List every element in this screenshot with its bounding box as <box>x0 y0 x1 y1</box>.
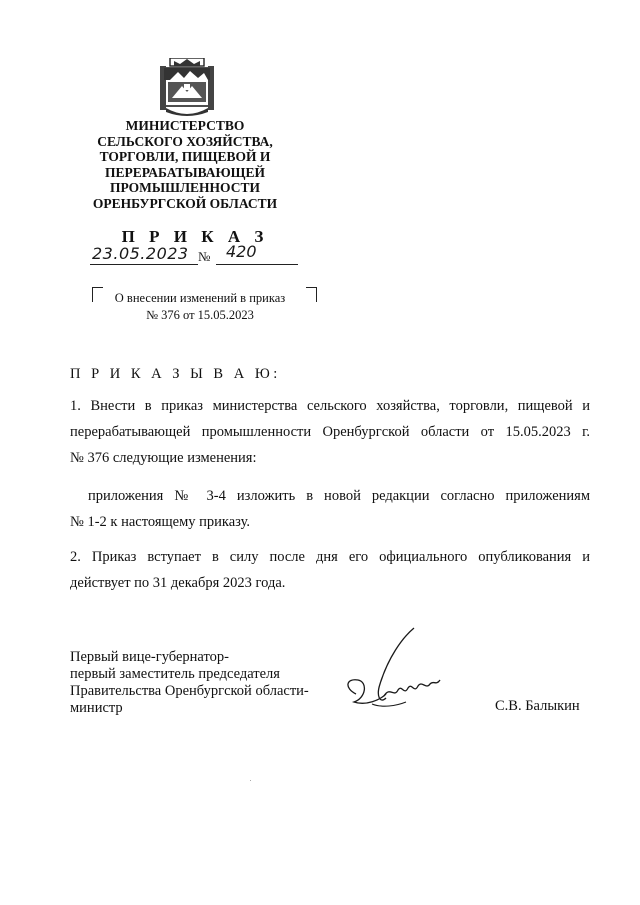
ministry-line: МИНИСТЕРСТВО <box>125 118 245 133</box>
paragraph-line: 2. Приказ вступает в силу после дня его официального опубликования и <box>70 549 590 565</box>
paragraph-line: 1. Внести в приказ министерства сельского хозяйства, торговли, пищевой и <box>70 398 590 414</box>
paragraph-2 <box>70 544 590 596</box>
signatory-line: первый заместитель председателя <box>70 666 280 682</box>
ministry-line: ТОРГОВЛИ, ПИЩЕВОЙ И <box>99 149 271 164</box>
signatory-line: Правительства Оренбургской области- <box>70 683 309 699</box>
signatory-line: министр <box>70 700 123 716</box>
paragraph-appendix <box>70 483 590 535</box>
ministry-line: ПРОМЫШЛЕННОСТИ <box>110 180 260 195</box>
ministry-line: ОРЕНБУРГСКОЙ ОБЛАСТИ <box>92 195 278 211</box>
paragraph-1 <box>70 393 590 471</box>
order-title: П Р И К А З <box>121 227 269 246</box>
paragraph-line: № 1-2 к настоящему приказу. <box>70 514 251 530</box>
signatory-line: Первый вице-губернатор- <box>70 649 229 665</box>
ministry-name <box>60 118 310 211</box>
paragraph-line: приложения № 3-4 изложить в новой редакции согласно приложениям <box>88 488 590 504</box>
paragraph-line: действует по 31 декабря 2023 года. <box>70 575 286 591</box>
number-sign: № <box>198 249 211 264</box>
subject-line: О внесении изменений в приказ <box>114 291 286 305</box>
coat-of-arms-icon <box>160 58 214 118</box>
signer-name: С.В. Балыкин <box>495 698 580 714</box>
ministry-line: ПЕРЕРАБАТЫВАЮЩЕЙ <box>104 164 266 180</box>
subject-bracket-right <box>306 287 317 302</box>
order-command: П Р И К А З Ы В А Ю: <box>70 366 281 382</box>
handwritten-signature-icon <box>336 624 456 714</box>
signatory-title <box>70 649 309 717</box>
scan-speck <box>250 780 251 781</box>
order-number: 420 <box>226 242 257 261</box>
order-date: 23.05.2023 <box>92 244 189 263</box>
paragraph-line: № 376 следующие изменения: <box>70 450 257 466</box>
subject-line: № 376 от 15.05.2023 <box>146 308 254 322</box>
paragraph-line: перерабатывающей промышленности Оренбургской области от 15.05.2023 г. <box>70 424 590 440</box>
order-subject <box>100 290 300 324</box>
ministry-line: СЕЛЬСКОГО ХОЗЯЙСТВА, <box>97 133 273 149</box>
